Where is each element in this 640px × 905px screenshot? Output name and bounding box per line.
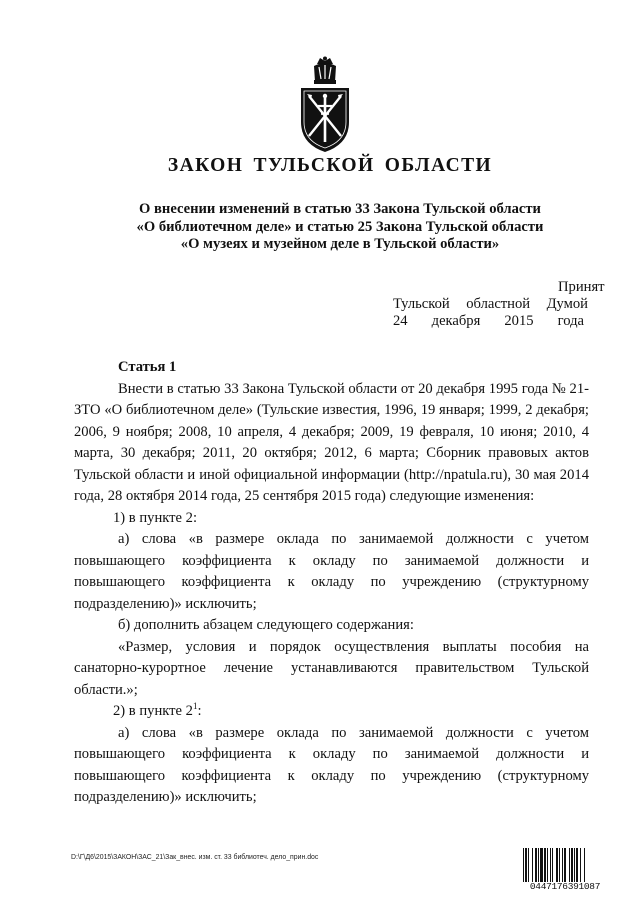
- article-heading: Статья 1: [118, 359, 177, 375]
- list-item: [74, 701, 589, 723]
- file-path: D:\Г\Д6\2015\ЗАКОН\ЗАС_21\Зак_внес. изм. ст. 33 библиотеч. дело_прин.doc: [71, 852, 319, 861]
- adopted-date: 24 декабря 2015 года: [393, 313, 584, 329]
- list-item: 1) в пункте 2:: [113, 509, 198, 526]
- law-title: ЗАКОН ТУЛЬСКОЙ ОБЛАСТИ: [167, 155, 493, 176]
- subtitle-line: «О библиотечном деле» и статью 25 Закона Тульской области: [136, 218, 544, 235]
- superscript: 1: [192, 701, 198, 711]
- point-label: 2) в пункте 2: [113, 703, 193, 719]
- paragraph: а) слова «в размере оклада по занимаемой должности с учетом повышающего коэффициента к окладу по занимаемой должности и повышающего коэффициента к окладу по учреждению (структурному подразделению)» исключить;: [74, 531, 589, 612]
- barcode-bars: [522, 848, 608, 882]
- paragraph: Внести в статью 33 Закона Тульской области от 20 декабря 1995 года № 21-ЗТО «О библиотечном деле» (Тульские известия, 1996, 19 января; 1999, 2 декабря; 2006, 9 ноября; 2008, 10 апреля, 4 декабря; 2009, 19 февраля, 10 июня; 2010, 4 марта, 30 декабря; 2011, 20 октября; 2012, 6 марта; Сборник правовых актов Тульской области и иной официальной информации (http://npatula.ru), 30 мая 2014 года, 28 октября 2014 года, 25 сентября 2015 года) следующие изменения:: [74, 380, 589, 504]
- adopted-line: Принят: [558, 279, 605, 295]
- tula-coat-of-arms-icon: [297, 56, 353, 154]
- barcode-number: 0447176391087: [529, 881, 601, 892]
- barcode: [522, 848, 608, 892]
- paragraph: б) дополнить абзацем следующего содержания:: [118, 617, 414, 633]
- adopted-line: Тульской областной Думой: [393, 296, 588, 312]
- subtitle-line: «О музеях и музейном деле в Тульской области»: [180, 236, 500, 252]
- law-body: [74, 357, 589, 809]
- paragraph: «Размер, условия и порядок осуществления выплаты пособия на санаторно-курортное лечение устанавливаются правительством Тульской области.»;: [74, 638, 589, 698]
- subtitle-line: О внесении изменений в статью 33 Закона Тульской области: [139, 201, 541, 217]
- paragraph: а) слова «в размере оклада по занимаемой должности с учетом повышающего коэффициента к окладу по занимаемой должности и повышающего коэффициента к окладу по учреждению (структурному подразделению)» исключить;: [74, 724, 589, 805]
- law-subtitle: [90, 201, 590, 254]
- point-suffix: :: [197, 703, 202, 719]
